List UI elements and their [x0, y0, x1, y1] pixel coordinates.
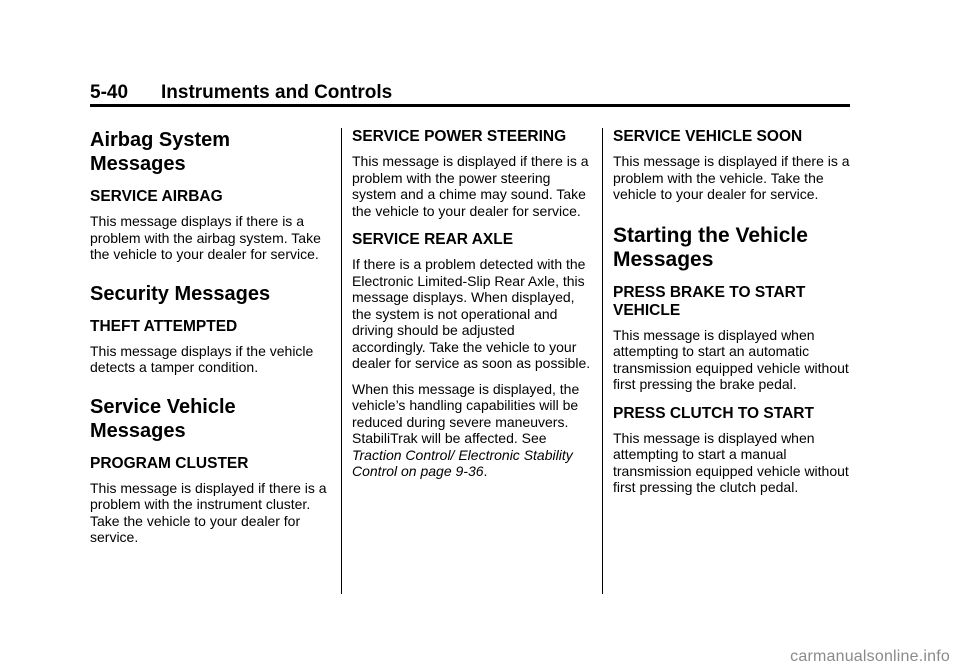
service-airbag-text: This message displays if there is a problem with the airbag system. Take the vehicle to your dealer for service.: [90, 213, 321, 262]
column-1: [90, 128, 330, 555]
press-brake-heading: PRESS BRAKE TO START VEHICLE: [613, 283, 806, 319]
theft-attempted-heading: THEFT ATTEMPTED: [90, 317, 238, 335]
service-soon-heading: SERVICE VEHICLE SOON: [613, 128, 803, 145]
section-title: Instruments and Controls: [161, 82, 393, 103]
program-cluster-heading: PROGRAM CLUSTER: [90, 454, 249, 472]
column-divider-2: [602, 128, 603, 594]
starting-section-title: Starting the Vehicle Messages: [613, 223, 808, 271]
column-3: [613, 128, 853, 505]
page-number: 5-40: [90, 82, 129, 103]
header-rule: [90, 104, 850, 107]
rear-axle-text-2-end: .: [483, 463, 488, 479]
power-steering-heading: SERVICE POWER STEERING: [352, 128, 567, 145]
press-clutch-heading: PRESS CLUTCH TO START: [613, 404, 814, 422]
traction-control-xref-link[interactable]: Traction Control/ Electronic Stability Control on page 9-36: [352, 446, 573, 479]
rear-axle-text-2-body: When this message is displayed, the vehicle’s handling capabilities will be reduced during severe maneuvers. StabiliTrak will be affected. See: [352, 380, 580, 446]
rear-axle-text-2: [352, 381, 592, 480]
watermark: carmanualsonline.info: [790, 648, 950, 665]
press-clutch-text: This message is displayed when attempting to start a manual transmission equipped vehicle without first pressing the clutch pedal.: [613, 429, 849, 495]
service-soon-text: This message is displayed if there is a problem with the vehicle. Take the vehicle to your dealer for service.: [613, 153, 850, 202]
rear-axle-text-1: If there is a problem detected with the Electronic Limited-Slip Rear Axle, this message displays. When displayed, the system is not operational and driving should be adjusted accordingly. Take the vehicle to your dealer for service as soon as possible.: [352, 256, 591, 371]
rear-axle-heading: SERVICE REAR AXLE: [352, 231, 514, 248]
column-divider-1: [341, 128, 342, 594]
service-airbag-heading: SERVICE AIRBAG: [90, 188, 223, 205]
column-2: [352, 128, 592, 489]
press-brake-text: This message is displayed when attempting to start an automatic transmission equipped vehicle without first pressing the brake pedal.: [613, 326, 849, 392]
page-header: [90, 82, 850, 104]
theft-attempted-text: This message displays if the vehicle detects a tamper condition.: [90, 342, 314, 375]
airbag-section-title: Airbag System Messages: [90, 129, 231, 175]
service-vehicle-section-title: Service Vehicle Messages: [90, 395, 236, 442]
program-cluster-text: This message is displayed if there is a problem with the instrument cluster. Take the vehicle to your dealer for service.: [90, 479, 327, 545]
security-section-title: Security Messages: [90, 282, 271, 305]
power-steering-text: This message is displayed if there is a problem with the power steering system and a chime may sound. Take the vehicle to your dealer for service.: [352, 153, 589, 219]
